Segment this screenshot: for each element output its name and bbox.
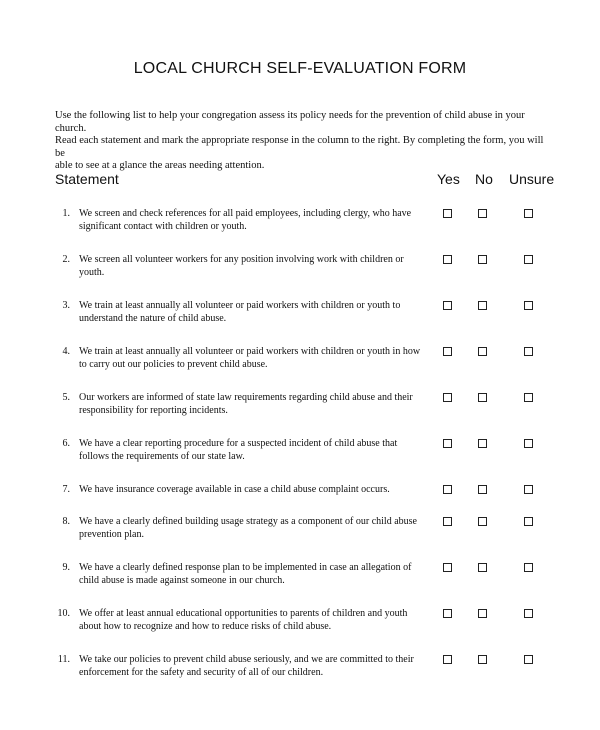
statement-line: enforcement for the safety and security of all of our children. xyxy=(79,667,324,678)
statement-line: Our workers are informed of state law requirements regarding child abuse and their xyxy=(79,392,413,403)
statement-line: We offer at least annual educational opportunities to parents of children and youth xyxy=(79,608,408,619)
statement-line: We have a clearly defined response plan to be implemented in case an allegation of xyxy=(79,562,412,573)
unsure-checkbox[interactable] xyxy=(524,655,533,664)
no-checkbox[interactable] xyxy=(478,485,487,494)
statement-line: to carry out our policies to prevent child abuse. xyxy=(79,359,268,370)
no-checkbox[interactable] xyxy=(478,209,487,218)
statement-number: 9. xyxy=(62,562,70,573)
unsure-checkbox[interactable] xyxy=(524,255,533,264)
form-title: LOCAL CHURCH SELF-EVALUATION FORM xyxy=(133,60,467,77)
statement-text xyxy=(79,437,431,463)
statement-number: 7. xyxy=(62,484,70,495)
statement-line: We train at least annually all volunteer or paid workers with children or youth in how xyxy=(79,346,421,357)
intro-line: Read each statement and mark the appropriate response in the column to the right. By completing the form, you will be xyxy=(55,135,544,159)
unsure-checkbox[interactable] xyxy=(524,209,533,218)
no-checkbox[interactable] xyxy=(478,301,487,310)
statement-number: 6. xyxy=(62,438,70,449)
statement-line: about how to recognize and how to reduce risks of child abuse. xyxy=(79,621,332,632)
unsure-column-header: Unsure xyxy=(509,171,555,187)
statement-number: 2. xyxy=(62,254,70,265)
intro-line: able to see at a glance the areas needing attention. xyxy=(55,160,265,171)
statement-text xyxy=(79,299,431,325)
no-checkbox[interactable] xyxy=(478,347,487,356)
yes-checkbox[interactable] xyxy=(443,485,452,494)
statement-text xyxy=(79,515,431,541)
statement-line: understand the nature of child abuse. xyxy=(79,313,227,324)
statement-text xyxy=(79,345,431,371)
statement-number: 10. xyxy=(57,608,70,619)
statement-number: 8. xyxy=(62,516,70,527)
statement-line: child abuse is made against someone in our church. xyxy=(79,575,285,586)
unsure-checkbox[interactable] xyxy=(524,301,533,310)
statement-text xyxy=(79,483,431,496)
statement-text xyxy=(79,253,431,279)
statement-text xyxy=(79,391,431,417)
statement-text xyxy=(79,607,431,633)
column-headers xyxy=(0,171,600,189)
statement-line: responsibility for reporting incidents. xyxy=(79,405,228,416)
statement-line: We screen and check references for all paid employees, including clergy, who have xyxy=(79,208,412,219)
yes-checkbox[interactable] xyxy=(443,655,452,664)
no-checkbox[interactable] xyxy=(478,517,487,526)
statement-text xyxy=(79,653,431,679)
no-checkbox[interactable] xyxy=(478,439,487,448)
statement-number: 4. xyxy=(62,346,70,357)
unsure-checkbox[interactable] xyxy=(524,393,533,402)
no-checkbox[interactable] xyxy=(478,393,487,402)
statement-line: We train at least annually all volunteer or paid workers with children or youth to xyxy=(79,300,401,311)
yes-checkbox[interactable] xyxy=(443,563,452,572)
statement-line: We have a clear reporting procedure for a suspected incident of child abuse that xyxy=(79,438,398,449)
yes-checkbox[interactable] xyxy=(443,393,452,402)
statement-line: follows the requirements of our state law. xyxy=(79,451,245,462)
yes-checkbox[interactable] xyxy=(443,347,452,356)
yes-checkbox[interactable] xyxy=(443,517,452,526)
unsure-checkbox[interactable] xyxy=(524,563,533,572)
unsure-checkbox[interactable] xyxy=(524,609,533,618)
unsure-checkbox[interactable] xyxy=(524,347,533,356)
no-checkbox[interactable] xyxy=(478,609,487,618)
statement-number: 1. xyxy=(62,208,70,219)
yes-column-header: Yes xyxy=(437,171,460,187)
statement-line: We screen all volunteer workers for any position involving work with children or xyxy=(79,254,404,265)
unsure-checkbox[interactable] xyxy=(524,517,533,526)
yes-checkbox[interactable] xyxy=(443,609,452,618)
statement-line: youth. xyxy=(79,267,105,278)
no-checkbox[interactable] xyxy=(478,563,487,572)
statement-line: We have insurance coverage available in case a child abuse complaint occurs. xyxy=(79,484,390,495)
yes-checkbox[interactable] xyxy=(443,439,452,448)
statement-number: 3. xyxy=(62,300,70,311)
statement-line: We have a clearly defined building usage strategy as a component of our child abuse xyxy=(79,516,417,527)
statement-text xyxy=(79,561,431,587)
statement-line: significant contact with children or youth. xyxy=(79,221,247,232)
statement-text xyxy=(79,207,431,233)
no-checkbox[interactable] xyxy=(478,655,487,664)
unsure-checkbox[interactable] xyxy=(524,439,533,448)
yes-checkbox[interactable] xyxy=(443,255,452,264)
statement-line: prevention plan. xyxy=(79,529,144,540)
intro-line: Use the following list to help your congregation assess its policy needs for the prevention of child abuse in your church. xyxy=(55,110,525,134)
statement-number: 11. xyxy=(57,654,70,665)
yes-checkbox[interactable] xyxy=(443,301,452,310)
statement-line: We take our policies to prevent child abuse seriously, and we are committed to their xyxy=(79,654,414,665)
intro-text xyxy=(55,110,550,173)
no-checkbox[interactable] xyxy=(478,255,487,264)
statement-number: 5. xyxy=(62,392,70,403)
no-column-header: No xyxy=(475,171,493,187)
unsure-checkbox[interactable] xyxy=(524,485,533,494)
yes-checkbox[interactable] xyxy=(443,209,452,218)
statement-column-header: Statement xyxy=(55,171,119,187)
